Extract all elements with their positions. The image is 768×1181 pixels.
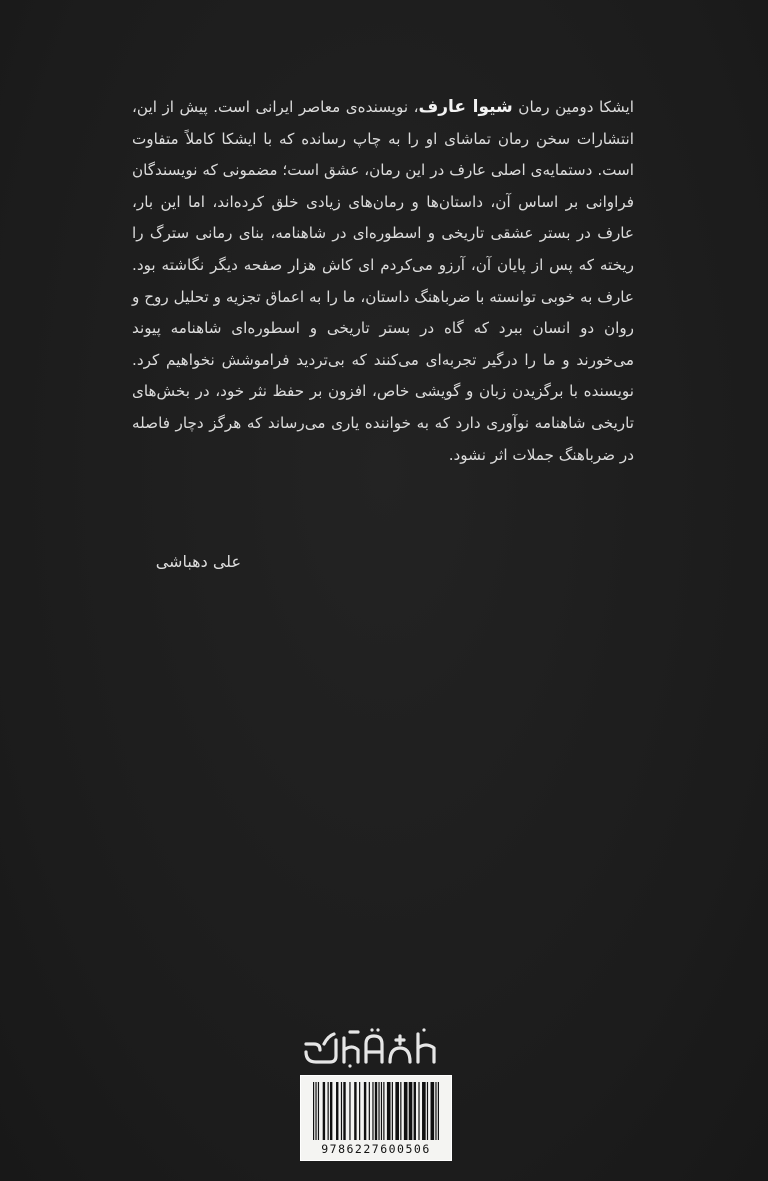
blurb-paragraph <box>132 92 634 471</box>
barcode-bar <box>427 1082 428 1140</box>
barcode-bar <box>381 1082 382 1140</box>
barcode-bar <box>354 1082 356 1140</box>
barcode-bar <box>431 1082 435 1140</box>
blurb-part-1: ایشکا دومین رمان <box>512 98 635 116</box>
barcode-bar <box>383 1082 384 1140</box>
barcode-bar <box>349 1082 350 1140</box>
barcode-bar <box>323 1082 325 1140</box>
barcode-bar <box>387 1082 391 1140</box>
barcode-bar <box>318 1082 319 1140</box>
publisher-logo-text: کتاب‌سرای میترا <box>370 1066 377 1067</box>
barcode-bar <box>313 1082 314 1140</box>
barcode-bar <box>375 1082 377 1140</box>
barcode-bar <box>328 1082 329 1140</box>
barcode-bar <box>359 1082 360 1140</box>
isbn-number: 9786227600506 <box>321 1142 431 1156</box>
barcode-bar <box>409 1082 413 1140</box>
barcode-bar <box>343 1082 345 1140</box>
barcode-bar <box>341 1082 342 1140</box>
barcode-bar <box>422 1082 426 1140</box>
barcode-bar <box>378 1082 379 1140</box>
publisher-logo <box>300 1022 440 1068</box>
barcode-bar <box>364 1082 366 1140</box>
barcode-bar <box>404 1082 408 1140</box>
barcode-bar <box>369 1082 370 1140</box>
barcode-bar <box>400 1082 401 1140</box>
barcode-bar <box>315 1082 316 1140</box>
barcode-bar <box>330 1082 332 1140</box>
barcode <box>300 1075 452 1161</box>
blurb-part-2: ، نویسنده‌ی معاصر ایرانی است. پیش از این، انتشارات سخن رمان تماشای او را به چاپ رسانده که با ایشکا کاملاً متفاوت است. دستمایه‌ی اصلی عارف در این رمان، عشق است؛ مضمونی که نویسندگان فراوانی بر اساس آن، داستان‌ها و رمان‌های زیادی خلق کرده‌اند، اما این بار، عارف در بستر عشقی تاریخی و اسطوره‌ای در شاهنامه، بنای رمانی سترگ را ریخته که پس از پایان آن، آرزو می‌کردم ای کاش هزار صفحه دیگر نگاشته بود. عارف به خوبی توانسته با ضرباهنگ داستان، ما را به اعماق تجزیه و تحلیل روح و روان دو انسان ببرد که گاه در بستر تاریخی و اسطوره‌ای شاهنامه پیوند می‌خورند و ما را درگیر تجربه‌ای می‌کنند که بی‌تردید فراموشش نخواهیم کرد. نویسنده با برگزیدن زبان و گویشی خاص، افزون بر حفظ نثر خود، در بخش‌های تاریخی شاهنامه نوآوری دارد که به خواننده یاری می‌رساند که هرگز دچار فاصله در ضرباهنگ جملات اثر نشود. <box>132 98 634 464</box>
barcode-bar <box>395 1082 399 1140</box>
barcode-bar <box>392 1082 393 1140</box>
barcode-bars <box>313 1082 439 1140</box>
barcode-bar <box>414 1082 416 1140</box>
barcode-bar <box>418 1082 419 1140</box>
barcode-bar <box>336 1082 338 1140</box>
author-name: شیوا عارف <box>418 97 513 117</box>
blurb-text <box>132 92 634 471</box>
reviewer-signature: علی دهباشی <box>155 552 241 571</box>
barcode-bar <box>435 1082 436 1140</box>
barcode-bar <box>372 1082 373 1140</box>
barcode-bar <box>438 1082 439 1140</box>
